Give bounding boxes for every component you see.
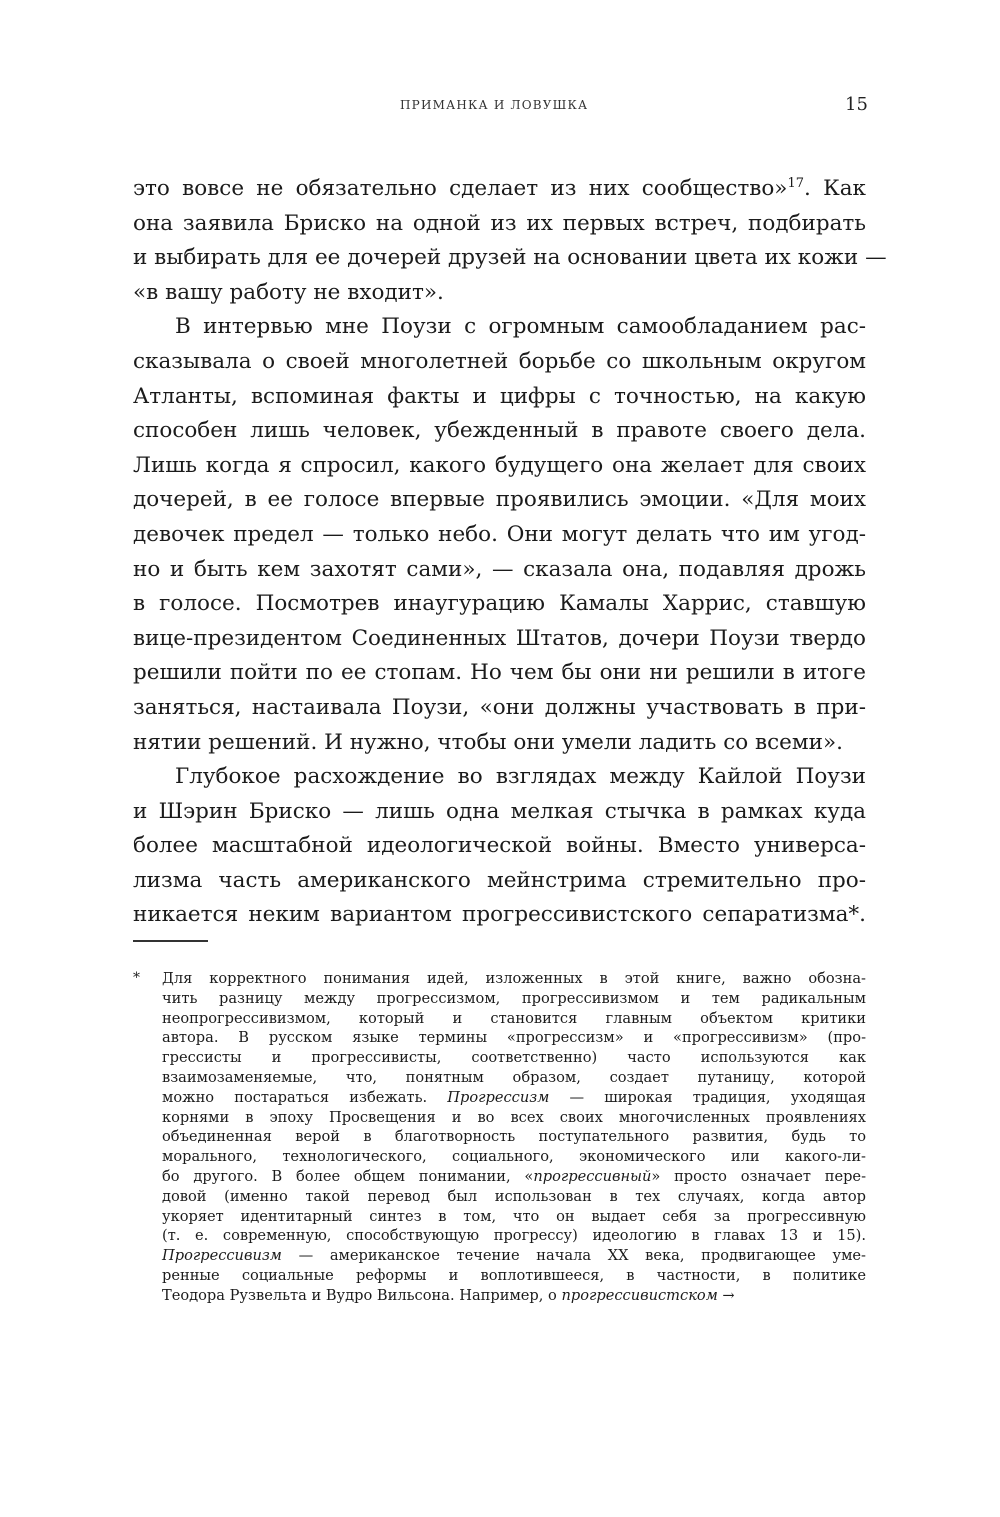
text-fragment: можно постараться избежать. [162,1088,448,1106]
text-line: девочек предел — только небо. Они могут делать что им угод- [133,521,866,547]
italic-term: прогрессивистском [561,1286,718,1304]
text-line: сказывала о своей многолетней борьбе со школьным округом [133,348,866,374]
text-line [133,172,866,207]
footnote-separator [133,940,208,942]
text-line: лизма часть американского мейнстрима стремительно про- [133,867,866,893]
footnote-line: объединенная верой в благотворность поступательного развития, будь то [162,1128,866,1146]
text-line: дочерей, в ее голосе впервые проявились эмоции. «Для моих [133,487,866,513]
text-line: Лишь когда я спросил, какого будущего она желает для своих [133,452,866,478]
footnote-line: автора. В русском языке термины «прогрессизм» и «прогрессивизм» (про- [162,1029,866,1047]
footnote-line: чить разницу между прогрессизмом, прогрессивизмом и тем радикальным [162,989,866,1007]
footnote-line: грессисты и прогрессивисты, соответственно) часто используются как [162,1049,866,1067]
main-text [133,172,887,933]
footnote-line: Для корректного понимания идей, изложенных в этой книге, важно обозна- [162,970,866,987]
footnote-line: (т. е. современную, способствующую прогрессу) идеологию в главах 13 и 15). [162,1227,866,1245]
running-head [0,94,1000,118]
footnote-marker: * [133,970,140,986]
text-line: никается неким вариантом прогрессивистского сепаратизма*. [133,902,866,928]
footnote-line: неопрогрессивизмом, который и становится главным объектом критики [162,1009,866,1027]
text-fragment: — американское течение начала XX века, продвигающее уме- [281,1247,866,1265]
footnote-line [162,1286,866,1306]
text-fragment: это вовсе не обязательно сделает из них сообщество» [133,176,788,201]
footnote-line [162,1246,866,1266]
italic-term: Прогрессивизм [162,1247,282,1265]
footnote-line: взаимозаменяемые, что, понятным образом, создает путаницу, которой [162,1068,866,1086]
text-line: и выбирать для ее дочерей друзей на основании цвета их кожи — [133,245,887,271]
footnote-line: довой (именно такой перевод был использован в тех случаях, когда автор [162,1187,866,1205]
text-line: нятии решений. И нужно, чтобы они умели ладить со всеми». [133,729,843,755]
text-line: решили пойти по ее стопам. Но чем бы они ни решили в итоге [133,660,866,686]
endnote-reference: 17 [787,176,805,191]
text-line: вице-президентом Соединенных Штатов, дочери Поузи твердо [133,625,866,651]
text-line: В интервью мне Поузи с огромным самообладанием рас- [175,314,866,340]
text-fragment: бо другого. В более общем понимании, « [162,1167,534,1185]
text-line: способен лишь человек, убежденный в правоте своего дела. [133,418,866,444]
text-line: и Шэрин Бриско — лишь одна мелкая стычка в рамках куда [133,798,866,824]
footnote-line: морального, технологического, социального, экономического или какого-ли- [162,1148,866,1166]
footnote-line [162,1167,866,1187]
footnote-body [162,969,866,1306]
text-line: заняться, настаивала Поузи, «они должны участвовать в при- [133,694,866,720]
page-number: 15 [845,94,868,115]
continuation-arrow: → [717,1286,735,1304]
text-fragment: . Как [804,176,866,201]
text-fragment: Теодора Рузвельта и Вудро Вильсона. Например, о [162,1286,562,1304]
italic-term: Прогрессизм [447,1088,550,1106]
text-line: Атланты, вспоминая факты и цифры с точностью, на какую [133,383,866,409]
text-line: в голосе. Посмотрев инаугурацию Камалы Харрис, ставшую [133,591,866,617]
footnote-line [162,1088,866,1108]
text-line: Глубокое расхождение во взглядах между Кайлой Поузи [175,764,866,790]
running-title: ПРИМАНКА И ЛОВУШКА [400,98,589,112]
footnote-line: укоряет идентитарный синтез в том, что он выдает себя за прогрессивную [162,1207,866,1225]
text-line: она заявила Бриско на одной из их первых встреч, подбирать [133,210,866,236]
footnote-line: корнями в эпоху Просвещения и во всех своих многочисленных проявлениях [162,1108,866,1126]
text-fragment: — широкая традиция, уходящая [549,1088,866,1106]
text-line: более масштабной идеологической войны. Вместо универса- [133,833,866,859]
text-fragment: » просто означает пере- [651,1167,866,1185]
footnote-line: ренные социальные реформы и воплотившееся, в частности, в политике [162,1266,866,1284]
text-line: «в вашу работу не входит». [133,279,444,305]
italic-term: прогрессивный [533,1167,652,1185]
text-line: но и быть кем захотят сами», — сказала она, подавляя дрожь [133,556,866,582]
